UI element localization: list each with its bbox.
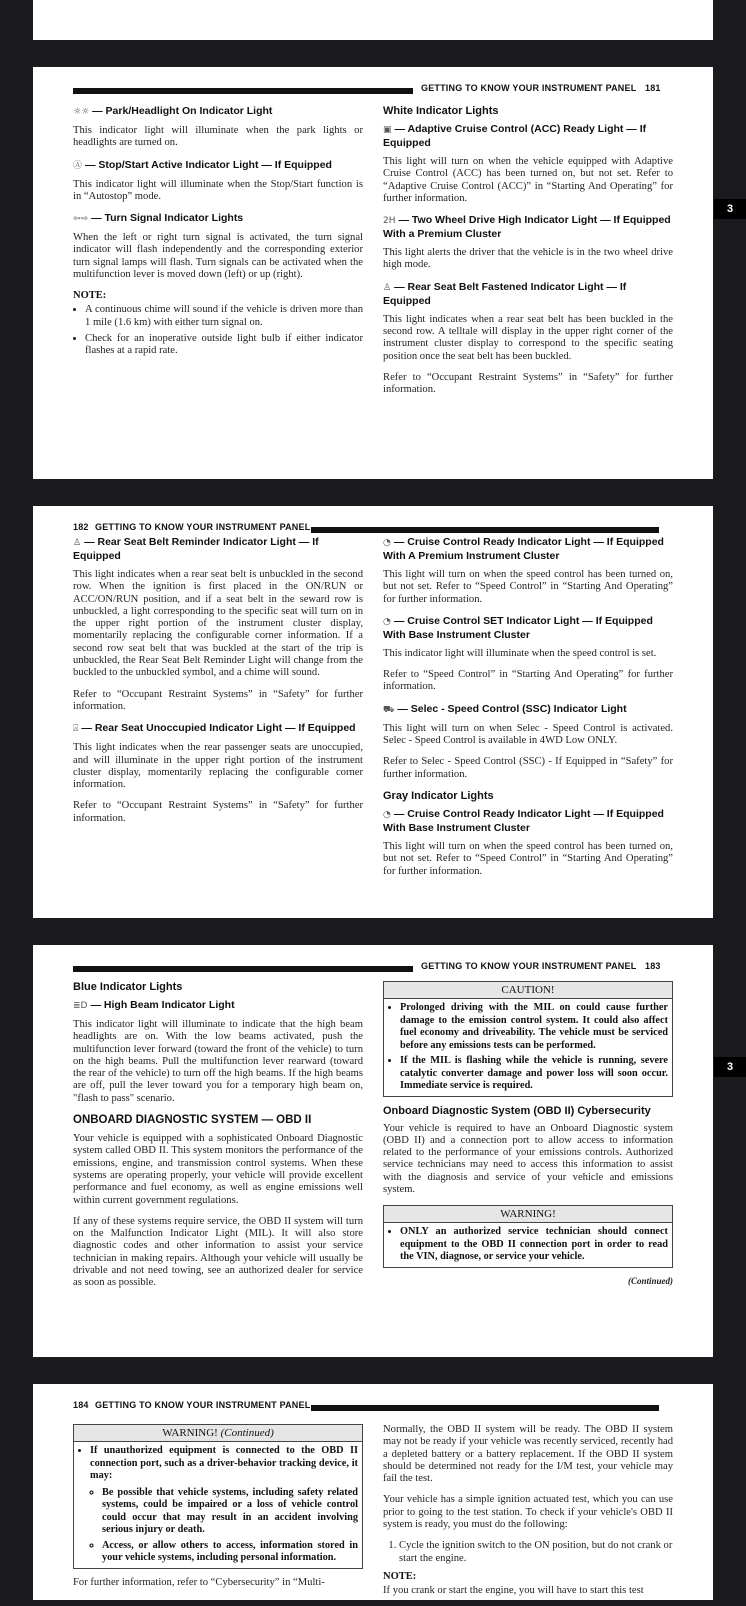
right-column [383, 536, 673, 887]
body-text: This light will turn on when the vehicle equipped with Adaptive Cruise Control (ACC) has been turned on, but not set. Refer to “Adaptive Cruise Control (ACC)” in “Starting And Operating” for further information. [383, 156, 673, 204]
section-title: Gray Indicator Lights [383, 789, 494, 802]
caution-list [388, 1002, 668, 1093]
warning-subitem: ◦ Access, or allow others to access, information stored in your vehicle systems, including personal information. [102, 1540, 358, 1565]
chapter-tab: 3 [714, 1057, 746, 1077]
warning-item [90, 1445, 358, 1565]
body-text: Your vehicle is equipped with a sophisticated Onboard Diagnostic system called OBD II. This system monitors the performance of the emissions, engine, and transmission control systems. When these systems are operating properly, your vehicle will provide excellent performance and fuel economy, as well as engine emissions well within current government regulations. [73, 1133, 363, 1206]
section-heading: — Rear Seat Unoccupied Indicator Light — If Equipped [81, 722, 356, 735]
body-text: Your vehicle has a simple ignition actuated test, which you can use prior to going to the test station. To check if your vehicle's OBD II system is ready, you must do the following: [383, 1494, 673, 1531]
page-181 [33, 67, 734, 479]
page-number: 181 [645, 83, 661, 93]
body-text: This light alerts the driver that the vehicle is in the two wheel drive high mode. [383, 247, 673, 271]
body-text: When the left or right turn signal is activated, the turn signal indicator will flash independently and the corresponding exterior turn signal lamps will flash. Turn signals can be activated when the multifunction lever is moved down (left) or up (right). [73, 232, 363, 281]
two-wheel-drive-icon: 2H [383, 216, 396, 227]
seat-unoccupied-icon: ⍓ [73, 724, 79, 735]
body-text: This indicator light will illuminate when the speed control is set. [383, 647, 657, 659]
page-header [33, 522, 713, 536]
left-column [73, 1424, 363, 1598]
warning-list [78, 1445, 358, 1565]
reference-text: Refer to “Occupant Restraint Systems” in “Safety” for further information. [73, 688, 363, 712]
right-column [383, 981, 673, 1286]
acc-ready-icon: ▣ [383, 125, 392, 135]
left-column [73, 105, 363, 366]
body-text: This light indicates when a rear seat belt has been buckled in the second row. A telltale will display in the upper right corner of the instrument cluster display to correspond to the specific seating position once the seat belt has been buckled. [383, 313, 673, 362]
cruise-control-icon: ◔ [383, 538, 391, 548]
page-number: 183 [645, 961, 661, 971]
header-rule [73, 966, 413, 972]
section-heading: — High Beam Indicator Light [90, 999, 235, 1011]
section-heading: — Turn Signal Indicator Lights [91, 212, 244, 225]
warning-title: WARNING! [384, 1206, 672, 1223]
body-text: This light will turn on when the speed control has been turned on, but not set. Refer to “Speed Control” in “Starting And Operating” for further information. [383, 569, 673, 605]
chapter-tab: 3 [714, 199, 746, 219]
body-text: This indicator light will illuminate when the Stop/Start function is in “Autostop” mode. [73, 178, 363, 202]
cruise-control-icon: ◔ [383, 809, 391, 820]
body-text: If you crank or start the engine, you will have to start this test [383, 1584, 644, 1596]
turn-signal-icon: ⇦⇨ [73, 214, 89, 225]
body-text: This light indicates when a rear seat belt is unbuckled in the second row. When the ignition is first placed in the ON/RUN or ACC/ON/RUN position, and if a seat belt in the seward row is unbuckled, a light corresponding to the specific seat will turn on in the upper right portion of the instrument cluster display, momentarily replacing the configurable corner information. If a second row seat belt that was buckled at the start of the trip is unbuckled, the Rear Seat Belt Reminder Light will change from the buckled to the unbuckled symbol, and a chime will sound. [73, 569, 363, 679]
step-list [383, 1540, 673, 1565]
section-heading: — Selec - Speed Control (SSC) Indicator Light [397, 702, 627, 715]
body-text: This indicator light will illuminate to indicate that the high beam headlights are on. With the low beams activated, push the multifunction lever forward (toward the front of the vehicle) to turn on the high beams. Pull the multifunction lever rearward (toward the rear of the vehicle) to turn off the high beams. If the high beams are off, pull the lever toward you for a temporary high beam on, "flash to pass" scenario. [73, 1019, 363, 1104]
step-item: 1. Cycle the ignition switch to the ON position, but do not crank or start the engine. [399, 1540, 673, 1565]
note-list [73, 304, 363, 357]
note-label: NOTE: [73, 290, 107, 302]
cruise-control-icon: ◔ [383, 616, 391, 627]
section-title: Onboard Diagnostic System (OBD II) Cybersecurity [383, 1104, 651, 1117]
section-heading: — Cruise Control Ready Indicator Light — If Equipped With A Premium Instrument Cluster [383, 536, 664, 562]
section-heading: — Adaptive Cruise Control (ACC) Ready Light — If Equipped [383, 123, 647, 149]
header-title: GETTING TO KNOW YOUR INSTRUMENT PANEL [95, 1400, 311, 1410]
header-rule [311, 1405, 659, 1411]
body-text: Normally, the OBD II system will be ready. The OBD II system may not be ready if your vehicle was recently serviced, recently had a depleted battery or a battery replacement. If the OBD II system should be determined not ready for the I/M test, your vehicle may fail the test. [383, 1424, 673, 1485]
chapter-heading: ONBOARD DIAGNOSTIC SYSTEM — OBD II [73, 1114, 312, 1127]
page-number: 182 [73, 522, 89, 532]
page-header [33, 83, 713, 97]
park-headlight-icon: ☼☼ [73, 107, 90, 117]
page-header [33, 961, 713, 975]
warning-box [383, 1205, 673, 1268]
warning-item: • ONLY an authorized service technician should connect equipment to the OBD II connection port in order to read the VIN, diagnose, or service your vehicle. [400, 1226, 668, 1264]
reference-text: Refer to “Occupant Restraint Systems” in “Safety” for further information. [383, 371, 673, 396]
warning-list [388, 1226, 668, 1264]
warning-box [73, 1424, 363, 1569]
section-heading: — Rear Seat Belt Reminder Indicator Light — If Equipped [73, 536, 319, 562]
caution-box [383, 981, 673, 1097]
body-text: This light indicates when the rear passenger seats are unoccupied, and will illuminate in the upper right portion of the instrument cluster display, momentarily replacing the configurable corner information. [73, 742, 363, 791]
reference-text: Refer to “Occupant Restraint Systems” in “Safety” for further information. [73, 800, 363, 824]
header-title: GETTING TO KNOW YOUR INSTRUMENT PANEL [95, 522, 311, 532]
note-label: NOTE: [383, 1570, 417, 1582]
warning-subitem: ◦ Be possible that vehicle systems, including safety related systems, could be impaired or a loss of vehicle control could occur that may result in an accident involving serious injury or death. [102, 1487, 358, 1537]
left-column [73, 981, 363, 1299]
section-title: Blue Indicator Lights [73, 981, 183, 993]
warning-title [74, 1425, 362, 1442]
selec-speed-icon: ⛟ [383, 704, 395, 715]
page-header [33, 1400, 713, 1414]
body-text: For further information, refer to “Cybersecurity” in “Multi- [73, 1576, 325, 1588]
caution-item: • If the MIL is flashing while the vehicle is running, severe catalytic converter damage and power loss will soon occur. Immediate service is required. [400, 1055, 668, 1093]
body-text: If any of these systems require service, the OBD II system will turn on the Malfunction Indicator Light (MIL). It will also store diagnostic codes and other information to assist your service technician in making repairs. Although your vehicle will usually be drivable and not need towing, see an authorized dealer for service as soon as possible. [73, 1215, 363, 1289]
page-182 [33, 506, 713, 918]
seat-belt-icon: ♙ [73, 538, 82, 548]
reference-text: Refer to Selec - Speed Control (SSC) - If Equipped in “Safety” for further information. [383, 756, 673, 780]
warning-title-text: WARNING! [162, 1427, 218, 1439]
section-heading: — Park/Headlight On Indicator Light [92, 105, 273, 117]
page-number: 184 [73, 1400, 89, 1410]
high-beam-icon: ≣D [73, 1001, 88, 1011]
section-heading: — Cruise Control SET Indicator Light — If Equipped With Base Instrument Cluster [383, 614, 653, 641]
left-column [73, 536, 363, 834]
note-item: • A continuous chime will sound if the vehicle is driven more than 1 mile (1.6 km) with either turn signal on. [85, 304, 363, 329]
right-column [383, 105, 673, 406]
page-partial-top [33, 0, 713, 40]
header-rule [73, 88, 413, 94]
section-heading: — Stop/Start Active Indicator Light — If Equipped [85, 158, 332, 171]
caution-title: CAUTION! [384, 982, 672, 999]
right-column [383, 1424, 673, 1606]
page-184 [33, 1384, 713, 1600]
section-title: White Indicator Lights [383, 105, 499, 117]
header-rule [311, 527, 659, 533]
body-text: This light will turn on when the speed control has been turned on, but not set. Refer to “Speed Control” in “Starting And Operating” for further information. [383, 840, 673, 877]
header-title: GETTING TO KNOW YOUR INSTRUMENT PANEL [421, 83, 637, 93]
body-text: This light will turn on when Selec - Speed Control is activated. Selec - Speed Control is available in 4WD Low ONLY. [383, 722, 673, 747]
section-heading: — Two Wheel Drive High Indicator Light — If Equipped With a Premium Cluster [383, 214, 671, 241]
warning-item-text: If unauthorized equipment is connected to the OBD II connection port, such as a driver-behavior tracking device, it may: [90, 1445, 358, 1481]
stop-start-icon: Ⓐ [73, 160, 83, 171]
header-title: GETTING TO KNOW YOUR INSTRUMENT PANEL [421, 961, 637, 971]
body-text: Your vehicle is required to have an Onboard Diagnostic system (OBD II) and a connection port to allow access to information related to the performance of your emissions controls. Authorized service technicians may need to access this information to assist with the diagnosis and service of your vehicle and emissions system. [383, 1122, 673, 1195]
continued-label: (Continued) [627, 1275, 673, 1286]
page-183 [33, 945, 734, 1357]
body-text: This indicator light will illuminate when the park lights or headlights are turned on. [73, 125, 363, 149]
seat-belt-icon: ♙ [383, 282, 392, 293]
section-heading: — Rear Seat Belt Fastened Indicator Light — If Equipped [383, 280, 627, 307]
warning-sublist [90, 1487, 358, 1565]
note-item: • Check for an inoperative outside light bulb if either indicator flashes at a rapid rate. [85, 333, 363, 358]
warning-continued: (Continued) [220, 1427, 274, 1439]
section-heading: — Cruise Control Ready Indicator Light — If Equipped With Base Instrument Cluster [383, 807, 664, 834]
reference-text: Refer to “Speed Control” in “Starting And Operating” for further information. [383, 669, 673, 693]
caution-item: • Prolonged driving with the MIL on could cause further damage to the emission control system. It could also affect fuel economy and driveability. The vehicle must be serviced before any emissions tests can be performed. [400, 1002, 668, 1052]
